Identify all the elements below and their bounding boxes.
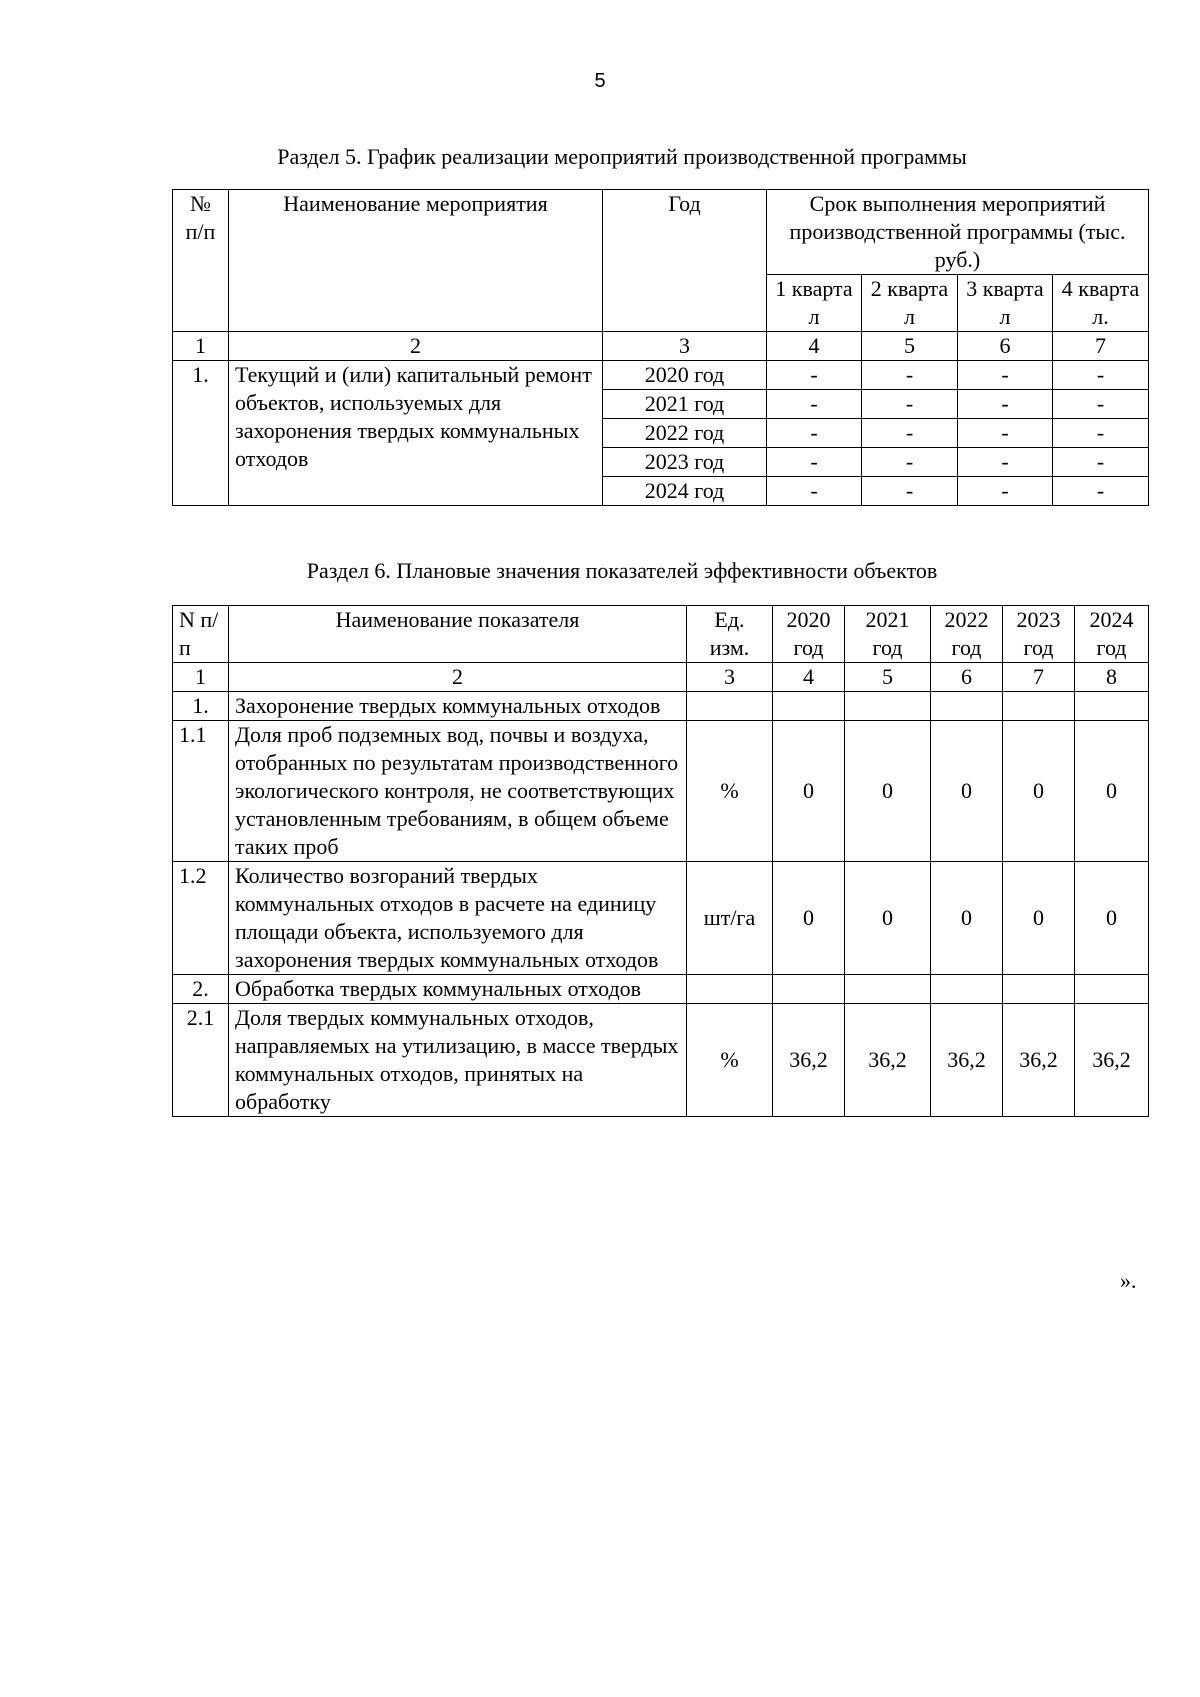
header-year-2023: 2023 год [1003,606,1075,663]
table-header-row [173,606,1149,663]
cell-value: - [958,361,1053,390]
column-number: 4 [773,663,845,692]
row-year: 2020 год [603,361,767,390]
row-unit [687,975,773,1004]
row-year: 2021 год [603,390,767,419]
column-number: 6 [931,663,1003,692]
column-number: 1 [173,332,229,361]
cell-value [931,975,1003,1004]
header-name: Наименование мероприятия [229,190,603,332]
cell-value: - [1053,448,1149,477]
row-num: 2.1 [173,1004,229,1117]
cell-value [1075,692,1149,721]
row-year: 2023 год [603,448,767,477]
cell-value: 0 [773,862,845,975]
column-number: 3 [603,332,767,361]
cell-value: 36,2 [773,1004,845,1117]
row-num: 1.2 [173,862,229,975]
column-number: 7 [1003,663,1075,692]
column-number: 8 [1075,663,1149,692]
cell-value: 36,2 [845,1004,931,1117]
cell-value: - [862,390,958,419]
table-row [173,975,1149,1004]
section6-title: Раздел 6. Плановые значения показателей эффективности объектов [306,558,938,583]
header-name: Наименование показателя [229,606,687,663]
cell-value: 0 [845,721,931,862]
closing-quote: ». [1120,1268,1137,1293]
cell-value: 0 [1003,721,1075,862]
cell-value: - [1053,361,1149,390]
efficiency-indicators-table [172,605,1149,1117]
cell-value [1003,975,1075,1004]
row-unit: % [687,721,773,862]
row-num: 2. [173,975,229,1004]
column-number-row [173,663,1149,692]
cell-value [1003,692,1075,721]
row-name: Захоронение твердых коммунальных отходов [229,692,687,721]
row-year: 2022 год [603,419,767,448]
cell-value: 0 [1075,862,1149,975]
column-number: 1 [173,663,229,692]
cell-value: - [862,477,958,506]
row-name: Текущий и (или) капитальный ремонт объектов, используемых для захоронения твердых коммунальных отходов [229,361,603,506]
cell-value: - [767,390,862,419]
row-name: Количество возгораний твердых коммунальных отходов в расчете на единицу площади объекта, используемого для захоронения твердых коммунальных отходов [229,862,687,975]
cell-value: - [958,419,1053,448]
table-row [173,862,1149,975]
page-number: 5 [594,70,606,92]
header-q1: 1 кварта л [767,275,862,332]
row-num: 1.1 [173,721,229,862]
cell-value: - [862,361,958,390]
cell-value: - [1053,419,1149,448]
cell-value [845,975,931,1004]
cell-value: 0 [1075,721,1149,862]
production-program-schedule-table [172,189,1149,506]
column-number: 2 [229,663,687,692]
cell-value [845,692,931,721]
table-header-row [173,190,1149,275]
cell-value: - [767,361,862,390]
header-num: № п/п [173,190,229,332]
cell-value: - [958,390,1053,419]
cell-value: 0 [1003,862,1075,975]
column-number: 4 [767,332,862,361]
cell-value: 0 [845,862,931,975]
row-year: 2024 год [603,477,767,506]
cell-value: 36,2 [1003,1004,1075,1117]
header-q4: 4 кварта л. [1053,275,1149,332]
cell-value: - [1053,477,1149,506]
header-year-2024: 2024 год [1075,606,1149,663]
cell-value: - [767,448,862,477]
header-year: Год [603,190,767,332]
header-year-2021: 2021 год [845,606,931,663]
row-unit: шт/га [687,862,773,975]
section5-title: Раздел 5. График реализации мероприятий производственной программы [277,144,967,169]
cell-value: 36,2 [1075,1004,1149,1117]
row-num: 1. [173,692,229,721]
column-number: 6 [958,332,1053,361]
cell-value [773,975,845,1004]
table-row [173,692,1149,721]
cell-value: - [958,448,1053,477]
cell-value: 36,2 [931,1004,1003,1117]
cell-value: - [767,477,862,506]
cell-value [773,692,845,721]
cell-value: - [958,477,1053,506]
header-unit: Ед. изм. [687,606,773,663]
column-number: 2 [229,332,603,361]
table-row [173,721,1149,862]
table-row [173,361,1149,390]
row-name: Доля проб подземных вод, почвы и воздуха, отобранных по результатам производственного экологического контроля, не соответствующих установленным требованиям, в общем объеме таких проб [229,721,687,862]
cell-value: - [767,419,862,448]
header-term: Срок выполнения мероприятий производственной программы (тыс. руб.) [767,190,1149,275]
cell-value: 0 [931,721,1003,862]
header-q2: 2 кварта л [862,275,958,332]
row-num: 1. [173,361,229,506]
table-row [173,1004,1149,1117]
cell-value [1075,975,1149,1004]
cell-value: - [862,419,958,448]
column-number: 7 [1053,332,1149,361]
header-year-2022: 2022 год [931,606,1003,663]
row-unit: % [687,1004,773,1117]
row-name: Доля твердых коммунальных отходов, направляемых на утилизацию, в массе твердых коммунальных отходов, принятых на обработку [229,1004,687,1117]
column-number: 5 [845,663,931,692]
column-number-row [173,332,1149,361]
cell-value [931,692,1003,721]
row-unit [687,692,773,721]
header-q3: 3 кварта л [958,275,1053,332]
cell-value: - [1053,390,1149,419]
header-num: N п/п [173,606,229,663]
cell-value: 0 [773,721,845,862]
column-number: 5 [862,332,958,361]
header-year-2020: 2020 год [773,606,845,663]
cell-value: - [862,448,958,477]
cell-value: 0 [931,862,1003,975]
row-name: Обработка твердых коммунальных отходов [229,975,687,1004]
column-number: 3 [687,663,773,692]
